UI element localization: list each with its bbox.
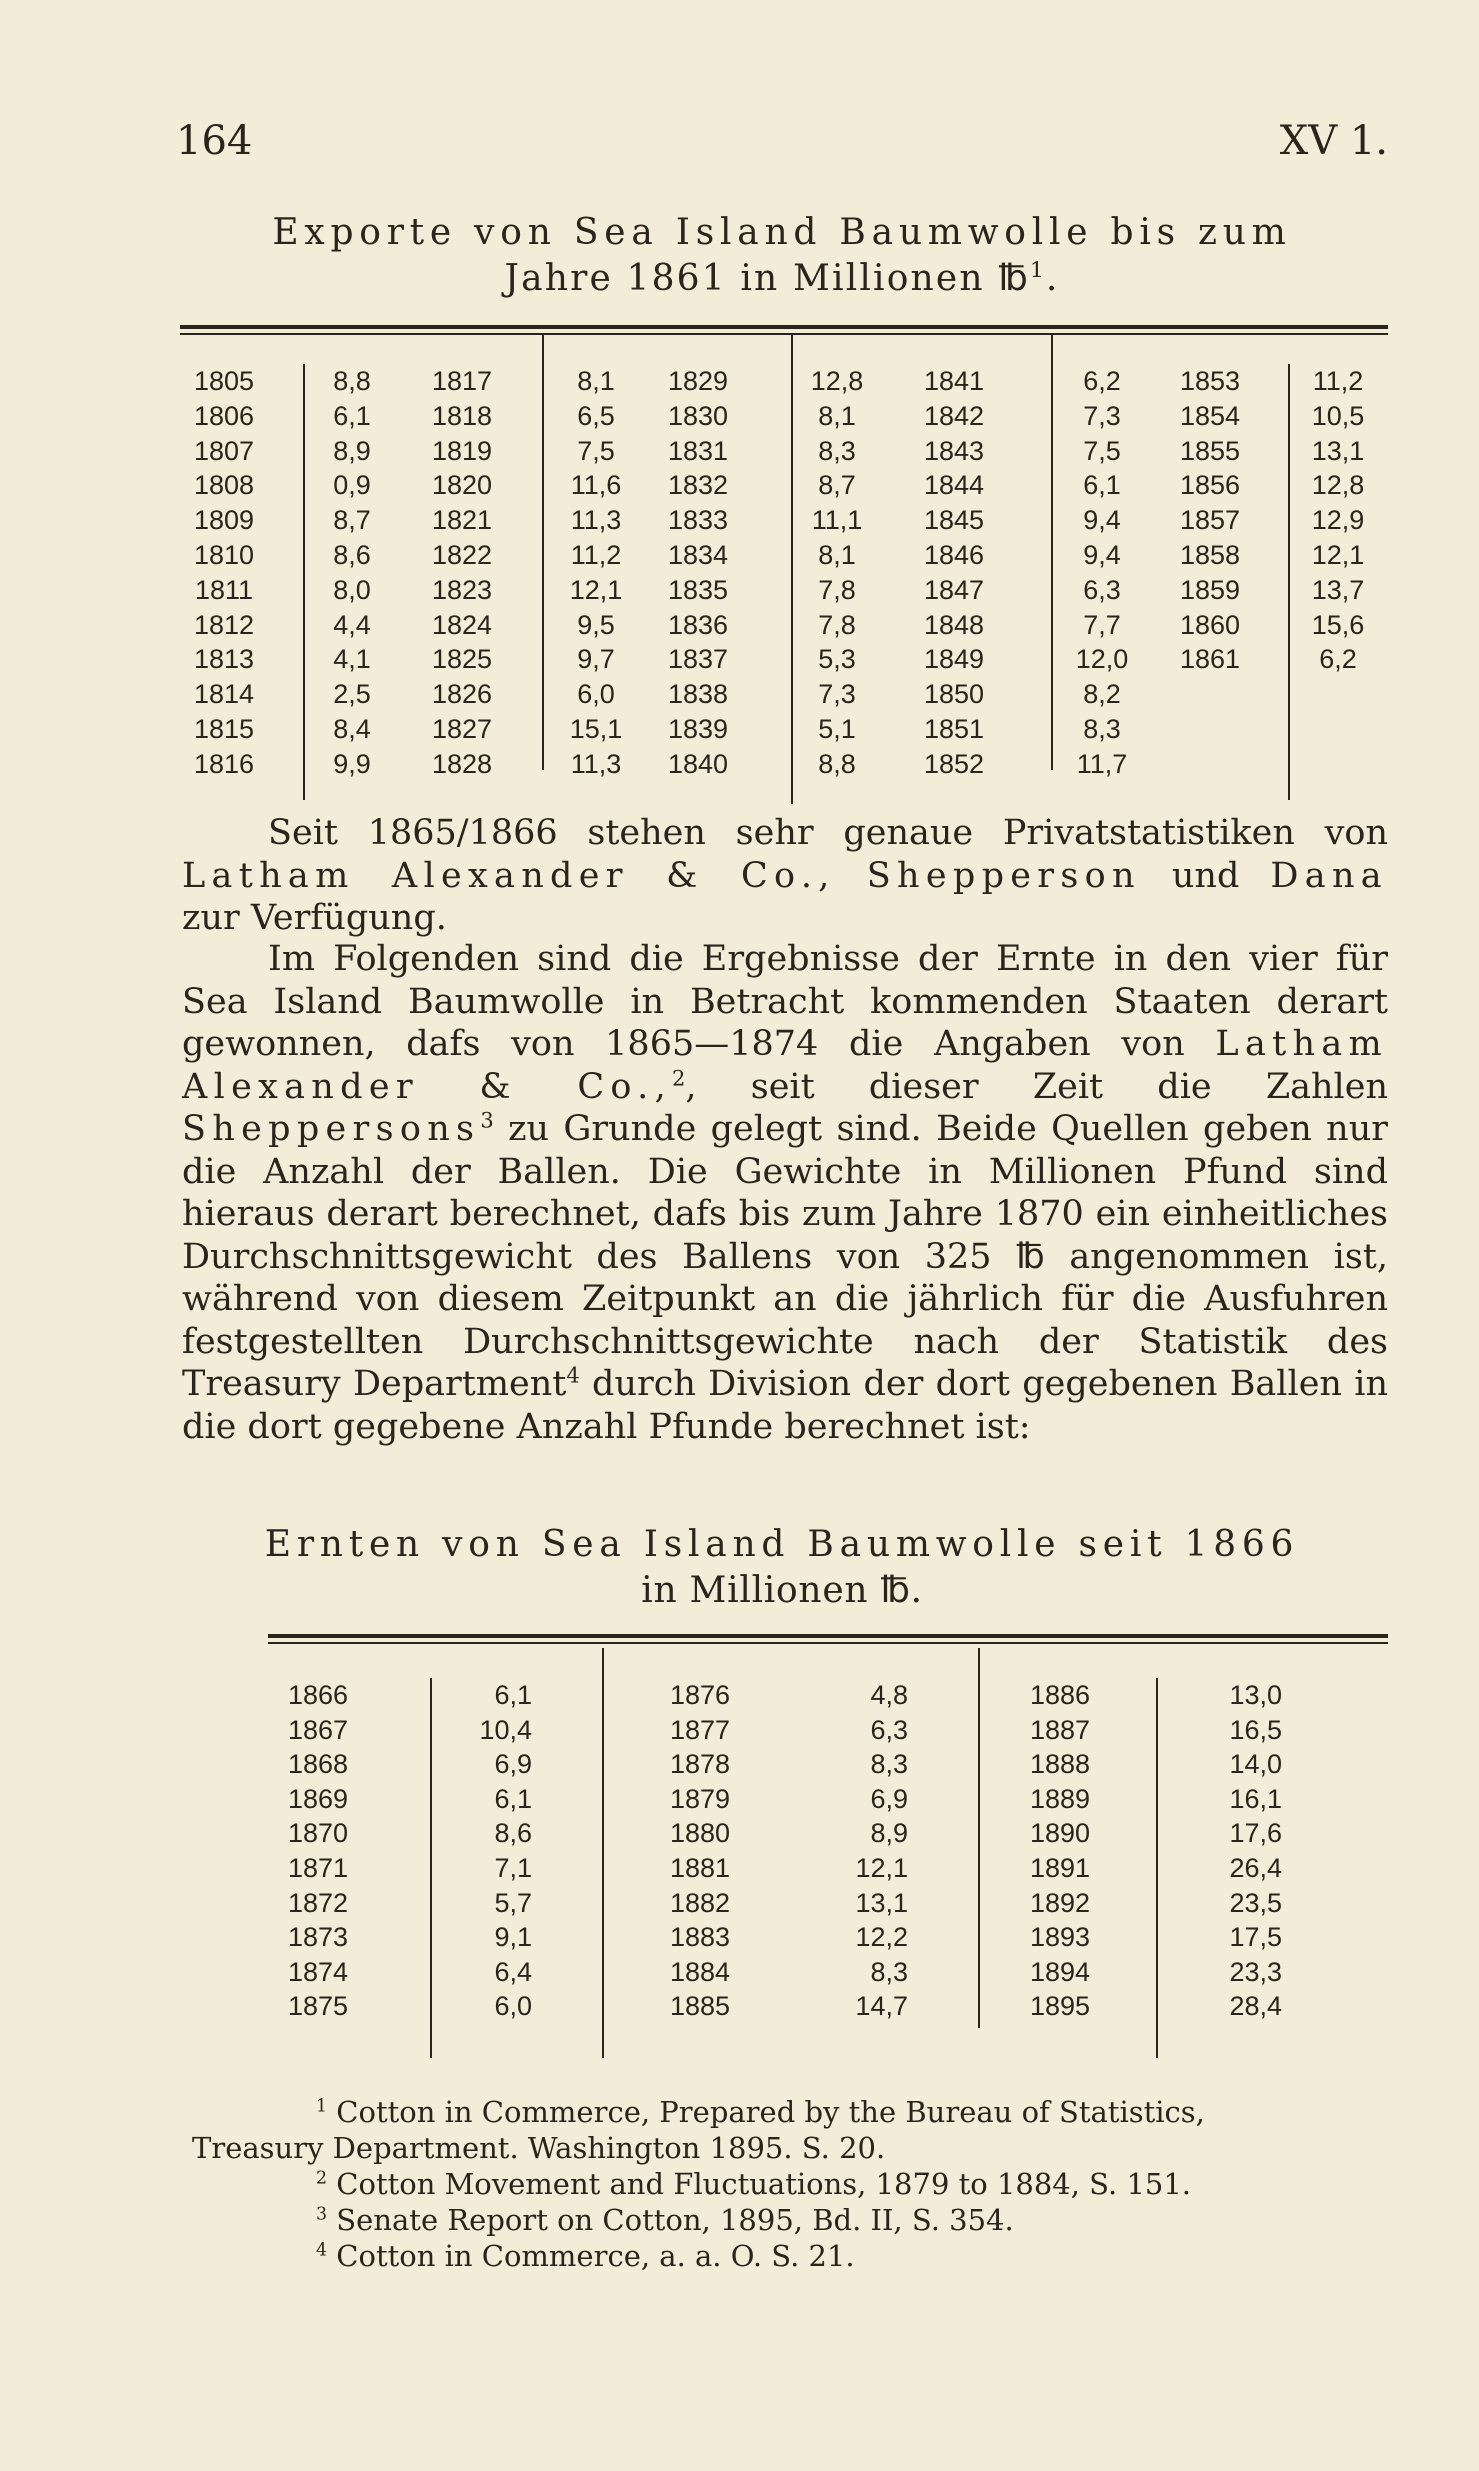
value-cell: 11,6	[570, 470, 622, 501]
year-cell: 1887	[1029, 1714, 1091, 1745]
source-name-shepperson: Shepperson	[866, 855, 1141, 896]
table2-year-column	[238, 1678, 398, 2024]
footnote-3: $^3$ Senate Report on Cotton, 1895, Bd. II, S. 354.	[316, 2203, 1014, 2237]
column-divider	[430, 1678, 432, 2058]
year-cell: 1822	[431, 539, 493, 570]
table2-value-column	[1188, 1678, 1282, 2024]
year-cell: 1848	[923, 609, 985, 640]
year-cell: 1854	[1179, 400, 1241, 431]
value-cell: 13,1	[1311, 435, 1365, 466]
year-cell: 1849	[923, 644, 985, 675]
value-cell: 14,0	[1229, 1749, 1282, 1780]
table2-year-column	[620, 1678, 780, 2024]
year-cell: 1851	[923, 713, 985, 744]
year-cell: 1877	[669, 1714, 731, 1745]
value-cell: 23,5	[1229, 1887, 1282, 1918]
value-cell: 11,2	[1312, 366, 1364, 396]
value-cell: 16,5	[1229, 1714, 1282, 1745]
table1-title-line1: Exporte von Sea Island Baumwolle bis zum	[272, 212, 1292, 253]
year-cell: 1855	[1179, 435, 1241, 466]
value-cell: 8,3	[818, 435, 856, 466]
value-cell: 11,2	[570, 539, 622, 570]
paragraph-line: Latham Alexander & Co., Shepperson und Dana	[182, 855, 1388, 896]
value-cell: 8,6	[494, 1818, 532, 1849]
year-cell: 1830	[667, 400, 729, 431]
value-cell: 7,3	[1083, 400, 1121, 431]
year-cell: 1832	[667, 470, 729, 501]
value-cell: 12,1	[569, 574, 623, 605]
value-cell: 4,8	[870, 1680, 908, 1710]
value-cell: 2,5	[333, 679, 371, 710]
year-cell: 1831	[667, 435, 729, 466]
table1-top-rule-thick	[180, 325, 1388, 329]
value-cell: 10,5	[1311, 400, 1365, 431]
value-cell: 12,1	[1311, 539, 1365, 570]
value-cell: 6,1	[494, 1783, 532, 1814]
value-cell: 8,0	[333, 574, 371, 605]
year-cell: 1886	[1029, 1680, 1091, 1710]
value-cell: 11,1	[811, 505, 863, 536]
value-cell: 5,3	[818, 644, 856, 675]
value-cell: 8,1	[577, 366, 615, 396]
year-cell: 1882	[669, 1887, 731, 1918]
value-cell: 9,1	[494, 1922, 532, 1953]
year-cell: 1858	[1179, 539, 1241, 570]
value-cell: 8,3	[1083, 713, 1121, 744]
column-divider	[1156, 1678, 1158, 2058]
source-name-dana: Dana	[1270, 855, 1388, 896]
pound-unit-symbol: ℔	[998, 258, 1030, 299]
value-cell: 8,1	[818, 539, 856, 570]
year-cell: 1807	[193, 435, 255, 466]
value-cell: 9,5	[577, 609, 615, 640]
year-cell: 1808	[193, 470, 255, 501]
paragraph-line: zur Verfügung.	[182, 898, 447, 938]
value-cell: 9,4	[1083, 505, 1121, 536]
value-cell: 7,7	[1083, 609, 1121, 640]
value-cell: 15,1	[569, 713, 623, 744]
page-number: 164	[176, 118, 253, 164]
table2-title-line2: in Millionen ℔.	[641, 1570, 923, 1611]
value-cell: 6,2	[1319, 644, 1357, 675]
year-cell: 1860	[1179, 609, 1241, 640]
value-cell: 12,2	[855, 1922, 908, 1953]
value-cell: 13,0	[1229, 1680, 1282, 1710]
year-cell: 1883	[669, 1922, 731, 1953]
value-cell: 6,0	[577, 679, 615, 710]
year-cell: 1846	[923, 539, 985, 570]
value-cell: 12,9	[1311, 505, 1365, 536]
year-cell: 1845	[923, 505, 985, 536]
year-cell: 1837	[667, 644, 729, 675]
year-cell: 1812	[193, 609, 255, 640]
value-cell: 6,1	[1083, 470, 1121, 501]
year-cell: 1878	[669, 1749, 731, 1780]
year-cell: 1894	[1029, 1956, 1091, 1987]
year-cell: 1835	[667, 574, 729, 605]
value-cell: 7,1	[494, 1852, 532, 1883]
table1-title-line2: Jahre 1861 in Millionen ℔$^1$.	[504, 258, 1060, 299]
value-cell: 8,6	[333, 539, 371, 570]
value-cell: 8,7	[818, 470, 856, 501]
year-cell: 1825	[431, 644, 493, 675]
value-cell: 4,4	[333, 609, 371, 640]
year-cell: 1866	[287, 1680, 349, 1710]
paragraph-line: Seit 1865/1866 stehen sehr genaue Privatstatistiken von	[268, 813, 1388, 853]
value-cell: 15,6	[1311, 609, 1365, 640]
footnote-1-continued: Treasury Department. Washington 1895. S. 20.	[192, 2131, 886, 2165]
year-cell: 1885	[669, 1991, 731, 2022]
year-cell: 1852	[923, 748, 985, 779]
year-cell: 1869	[287, 1783, 349, 1814]
year-cell: 1823	[431, 574, 493, 605]
value-cell: 11,3	[570, 748, 622, 779]
year-cell: 1826	[431, 679, 493, 710]
year-cell: 1853	[1179, 366, 1241, 396]
footnote-1: $^1$ Cotton in Commerce, Prepared by the Bureau of Statistics,	[316, 2095, 1205, 2129]
year-cell: 1875	[287, 1991, 349, 2022]
value-cell: 14,7	[855, 1991, 908, 2022]
value-cell: 7,3	[818, 679, 856, 710]
year-cell: 1890	[1029, 1818, 1091, 1849]
value-cell: 12,8	[1311, 470, 1365, 501]
year-cell: 1818	[431, 400, 493, 431]
value-cell: 9,7	[577, 644, 615, 675]
footnote-2: $^2$ Cotton Movement and Fluctuations, 1879 to 1884, S. 151.	[316, 2167, 1192, 2201]
year-cell: 1841	[923, 366, 985, 396]
value-cell: 4,1	[333, 644, 371, 675]
column-divider	[602, 1648, 604, 2058]
value-cell: 8,9	[870, 1818, 908, 1849]
source-name-latham: Latham Alexander & Co.,	[182, 1024, 1388, 1107]
column-divider	[303, 364, 305, 800]
year-cell: 1859	[1179, 574, 1241, 605]
value-cell: 6,9	[870, 1783, 908, 1814]
year-cell: 1868	[287, 1749, 349, 1780]
value-cell: 8,8	[818, 748, 856, 779]
value-cell: 8,1	[818, 400, 856, 431]
pound-unit-symbol: ℔.	[880, 1570, 923, 1611]
value-cell: 17,6	[1229, 1818, 1282, 1849]
year-cell: 1810	[193, 539, 255, 570]
paragraph-method: Im Folgenden sind die Ergebnisse der Ernte in den vier für Sea Island Baumwolle in Betracht kommenden Staaten derart gewonnen, dafs von 1865—1874 die Angaben von Latham Alexander & Co.,$^2$, seit dieser Zeit die Zahlen Sheppersons$^3$ zu Grunde gelegt sind. Beide Quellen geben nur die Anzahl der Ballen. Die Gewichte in Millionen Pfund sind hieraus derart berechnet, dafs bis zum Jahre 1870 ein einheitliches Durchschnittsgewicht des Ballens von 325 ℔ angenommen ist, während von diesem Zeitpunkt an die jährlich für die Ausfuhren festgestellten Durchschnittsgewichte nach der Statistik des Treasury Department$^4$ durch Division der dort gegebenen Ballen in die dort gegebene Anzahl Pfunde berechnet ist:	[182, 939, 1389, 1447]
year-cell: 1814	[193, 679, 255, 710]
value-cell: 12,1	[855, 1852, 908, 1883]
year-cell: 1817	[431, 366, 493, 396]
year-cell: 1836	[667, 609, 729, 640]
value-cell: 6,5	[577, 400, 615, 431]
value-cell: 6,2	[1083, 366, 1121, 396]
year-cell: 1856	[1179, 470, 1241, 501]
value-cell: 8,3	[870, 1956, 908, 1987]
footnote-ref-3: 3	[480, 1108, 494, 1133]
year-cell: 1809	[193, 505, 255, 536]
year-cell: 1821	[431, 505, 493, 536]
year-cell: 1893	[1029, 1922, 1091, 1953]
year-cell: 1828	[431, 748, 493, 779]
year-cell: 1838	[667, 679, 729, 710]
value-cell: 28,4	[1229, 1991, 1282, 2022]
year-cell: 1840	[667, 748, 729, 779]
table1-top-rule-thin	[180, 333, 1388, 335]
footnote-ref-2: 2	[672, 1065, 686, 1090]
year-cell: 1819	[431, 435, 493, 466]
year-cell: 1891	[1029, 1852, 1091, 1883]
value-cell: 7,8	[818, 574, 856, 605]
footnote-4: $^4$ Cotton in Commerce, a. a. O. S. 21.	[316, 2239, 855, 2273]
value-cell: 8,8	[333, 366, 371, 396]
table2-title	[176, 1522, 1388, 1614]
page-header	[176, 118, 1388, 178]
year-cell: 1888	[1029, 1749, 1091, 1780]
value-cell: 8,2	[1083, 679, 1121, 710]
value-cell: 17,5	[1229, 1922, 1282, 1953]
year-cell: 1805	[193, 366, 255, 396]
value-cell: 6,3	[870, 1714, 908, 1745]
year-cell: 1872	[287, 1887, 349, 1918]
table2-title-line1: Ernten von Sea Island Baumwolle seit 1866	[264, 1524, 1300, 1565]
year-cell: 1880	[669, 1818, 731, 1849]
year-cell: 1876	[669, 1680, 731, 1710]
value-cell: 8,9	[333, 435, 371, 466]
table2-top-rule-thin	[268, 1642, 1388, 1644]
value-cell: 16,1	[1229, 1783, 1282, 1814]
year-cell: 1861	[1179, 644, 1241, 675]
value-cell: 9,9	[333, 748, 371, 779]
value-cell: 9,4	[1083, 539, 1121, 570]
table2-value-column	[814, 1678, 908, 2024]
value-cell: 6,1	[494, 1680, 532, 1710]
year-cell: 1881	[669, 1852, 731, 1883]
value-cell: 0,9	[333, 470, 371, 501]
year-cell: 1867	[287, 1714, 349, 1745]
year-cell: 1844	[923, 470, 985, 501]
source-name-shepperson: Sheppersons	[182, 1109, 481, 1149]
value-cell: 6,4	[494, 1956, 532, 1987]
year-cell: 1829	[667, 366, 729, 396]
value-cell: 8,4	[333, 713, 371, 744]
footnote-ref-4: 4	[566, 1363, 580, 1388]
table2-year-column	[980, 1678, 1140, 2024]
year-cell: 1820	[431, 470, 493, 501]
year-cell: 1850	[923, 679, 985, 710]
year-cell: 1833	[667, 505, 729, 536]
value-cell: 26,4	[1229, 1852, 1282, 1883]
value-cell: 6,1	[333, 400, 371, 431]
value-cell: 13,7	[1311, 574, 1365, 605]
value-cell: 10,4	[479, 1714, 532, 1745]
pound-unit-symbol: ℔	[1016, 1236, 1045, 1277]
year-cell: 1889	[1029, 1783, 1091, 1814]
table2-value-column	[442, 1678, 532, 2024]
year-cell: 1870	[287, 1818, 349, 1849]
column-divider	[542, 334, 544, 770]
year-cell: 1843	[923, 435, 985, 466]
year-cell: 1884	[669, 1956, 731, 1987]
value-cell: 8,3	[870, 1749, 908, 1780]
table2-top-rule-thick	[268, 1634, 1388, 1638]
table1-title	[176, 210, 1388, 302]
footnotes	[192, 2094, 1388, 2274]
value-cell: 11,3	[570, 505, 622, 536]
year-cell: 1873	[287, 1922, 349, 1953]
value-cell: 7,8	[818, 609, 856, 640]
value-cell: 7,5	[1083, 435, 1121, 466]
year-cell: 1816	[193, 748, 255, 779]
year-cell: 1834	[667, 539, 729, 570]
year-cell: 1892	[1029, 1887, 1091, 1918]
year-cell: 1824	[431, 609, 493, 640]
paragraph-sources	[182, 812, 1388, 940]
year-cell: 1839	[667, 713, 729, 744]
value-cell: 6,3	[1083, 574, 1121, 605]
value-cell: 12,0	[1075, 644, 1129, 675]
year-cell: 1842	[923, 400, 985, 431]
value-cell: 11,7	[1076, 748, 1128, 779]
source-name-latham: Latham Alexander & Co.,	[182, 855, 836, 896]
value-cell: 23,3	[1229, 1956, 1282, 1987]
year-cell: 1815	[193, 713, 255, 744]
value-cell: 7,5	[577, 435, 615, 466]
value-cell: 8,7	[333, 505, 371, 536]
year-cell: 1879	[669, 1783, 731, 1814]
year-cell: 1813	[193, 644, 255, 675]
year-cell: 1895	[1029, 1991, 1091, 2022]
year-cell: 1847	[923, 574, 985, 605]
value-cell: 13,1	[855, 1887, 908, 1918]
year-cell: 1827	[431, 713, 493, 744]
year-cell: 1871	[287, 1852, 349, 1883]
value-cell: 5,7	[494, 1887, 532, 1918]
value-cell: 6,9	[494, 1749, 532, 1780]
value-cell: 12,8	[810, 366, 864, 396]
section-marker: XV 1.	[1279, 118, 1388, 164]
footnote-ref-1: 1	[1029, 258, 1046, 283]
year-cell: 1806	[193, 400, 255, 431]
value-cell: 5,1	[818, 713, 856, 744]
year-cell: 1857	[1179, 505, 1241, 536]
year-cell: 1874	[287, 1956, 349, 1987]
year-cell: 1811	[194, 574, 254, 605]
value-cell: 6,0	[494, 1991, 532, 2022]
